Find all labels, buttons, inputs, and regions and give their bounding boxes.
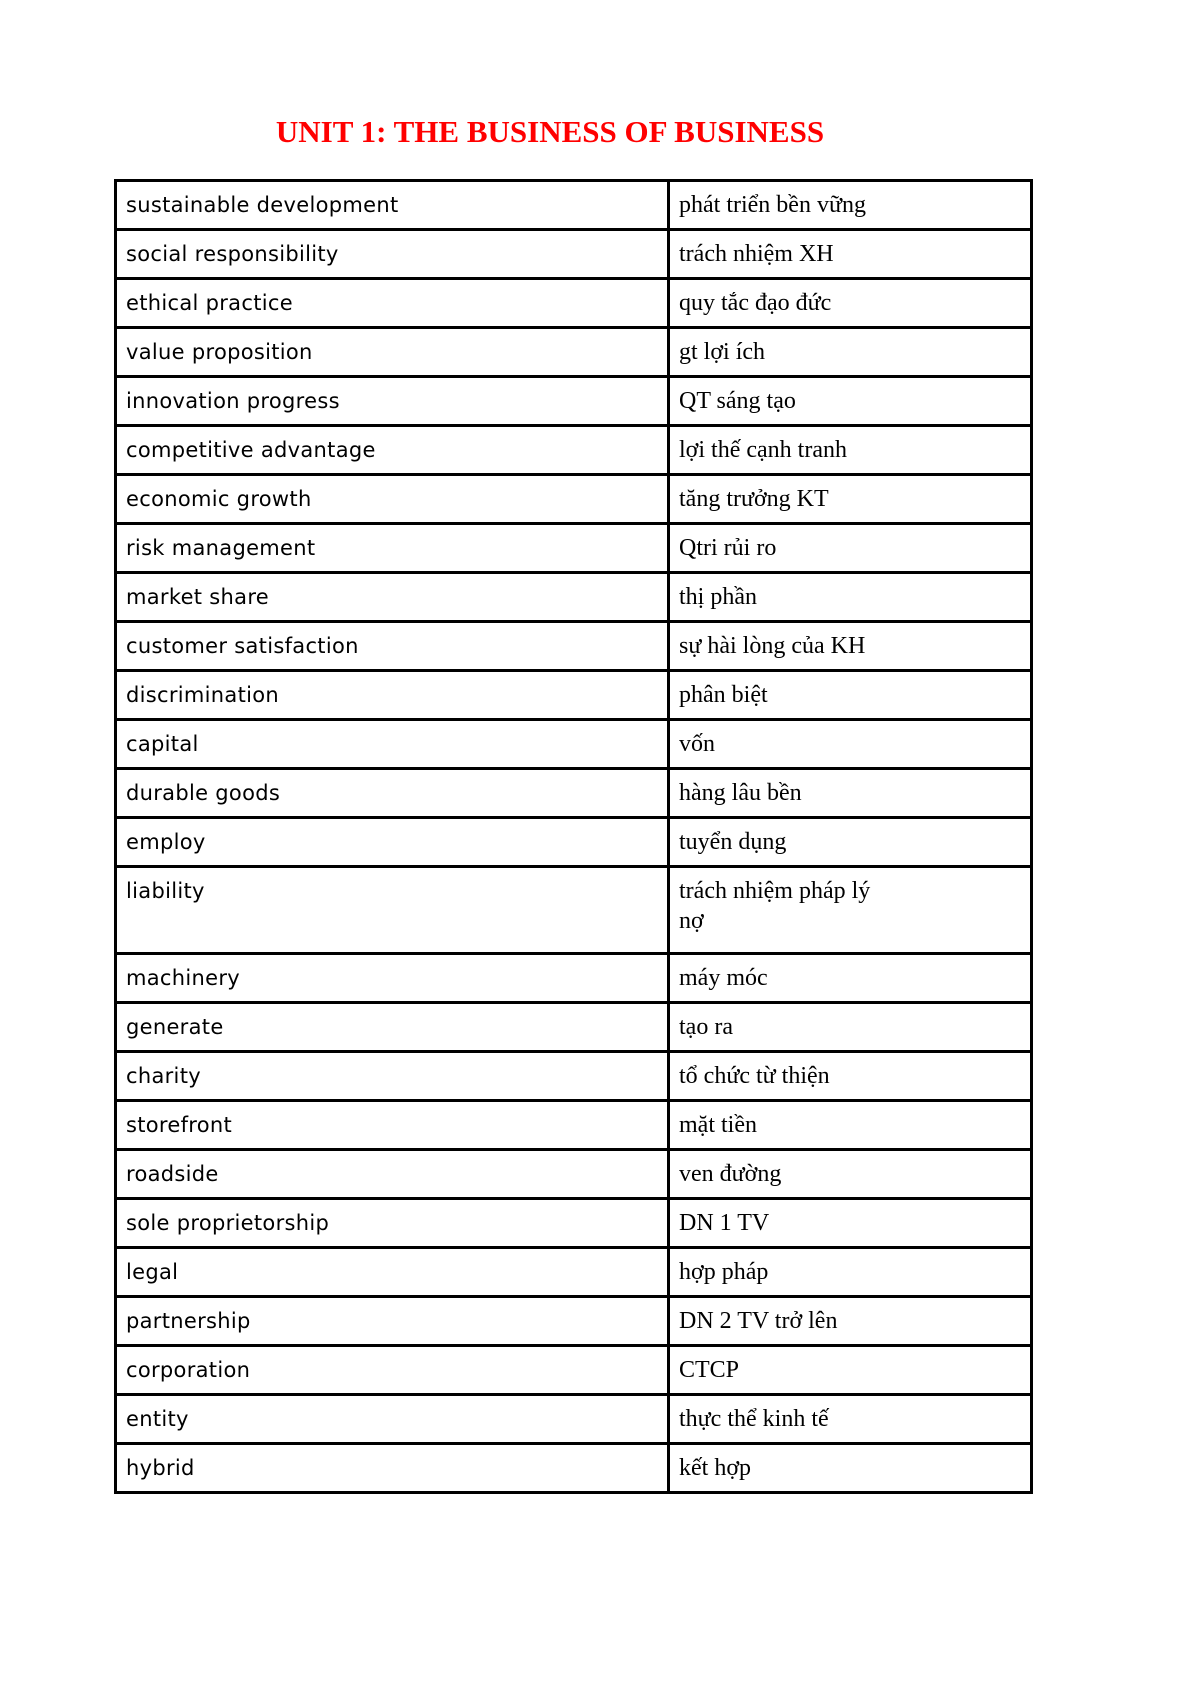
- table-row: [116, 181, 1032, 230]
- vocabulary-table-body: [116, 181, 1032, 1493]
- table-row: [116, 426, 1032, 475]
- meaning-text: DN 2 TV trở lên: [679, 1308, 838, 1334]
- meaning-text: kết hợp: [679, 1455, 752, 1481]
- table-row: [116, 1248, 1032, 1297]
- table-row: [116, 1199, 1032, 1248]
- table-row: [116, 954, 1032, 1003]
- term-cell: entity: [116, 1395, 669, 1444]
- meaning-text: sự hài lòng của KH: [679, 633, 866, 659]
- table-row: [116, 573, 1032, 622]
- table-row: [116, 1003, 1032, 1052]
- meaning-text: tạo ra: [679, 1014, 733, 1040]
- meaning-cell: [669, 279, 1032, 328]
- term-cell: customer satisfaction: [116, 622, 669, 671]
- term-cell: liability: [116, 867, 669, 954]
- meaning-cell: [669, 818, 1032, 867]
- meaning-cell: [669, 328, 1032, 377]
- term-cell: capital: [116, 720, 669, 769]
- meaning-text: quy tắc đạo đức: [679, 290, 832, 316]
- meaning-text: thị phần: [679, 584, 757, 610]
- meaning-text: CTCP: [679, 1357, 740, 1383]
- meaning-cell: [669, 1052, 1032, 1101]
- meaning-text: Qtri rủi ro: [679, 535, 777, 561]
- term-cell: charity: [116, 1052, 669, 1101]
- table-row: [116, 328, 1032, 377]
- meaning-text: thực thể kinh tế: [679, 1406, 829, 1432]
- meaning-text: ven đường: [679, 1161, 782, 1187]
- meaning-cell: [669, 230, 1032, 279]
- meaning-cell: [669, 1395, 1032, 1444]
- term-cell: sole proprietorship: [116, 1199, 669, 1248]
- term-cell: economic growth: [116, 475, 669, 524]
- meaning-text: vốn: [679, 731, 715, 757]
- table-row: [116, 1346, 1032, 1395]
- table-row: [116, 1052, 1032, 1101]
- meaning-cell: [669, 954, 1032, 1003]
- term-cell: roadside: [116, 1150, 669, 1199]
- term-cell: hybrid: [116, 1444, 669, 1493]
- meaning-cell: [669, 1003, 1032, 1052]
- meaning-cell: [669, 1101, 1032, 1150]
- meaning-cell: [669, 1248, 1032, 1297]
- meaning-cell: [669, 573, 1032, 622]
- table-row: [116, 279, 1032, 328]
- vocabulary-table: [114, 179, 1033, 1494]
- meaning-text: trách nhiệm XH: [679, 241, 834, 267]
- meaning-cell: [669, 1444, 1032, 1493]
- table-row: [116, 818, 1032, 867]
- term-cell: machinery: [116, 954, 669, 1003]
- meaning-cell: [669, 1346, 1032, 1395]
- term-cell: social responsibility: [116, 230, 669, 279]
- meaning-text: tuyển dụng: [679, 829, 787, 855]
- term-cell: employ: [116, 818, 669, 867]
- meaning-text: tổ chức từ thiện: [679, 1063, 830, 1089]
- meaning-cell: [669, 867, 1032, 954]
- term-cell: innovation progress: [116, 377, 669, 426]
- term-cell: legal: [116, 1248, 669, 1297]
- meaning-cell: [669, 1150, 1032, 1199]
- meaning-cell: [669, 377, 1032, 426]
- meaning-cell: [669, 769, 1032, 818]
- term-cell: market share: [116, 573, 669, 622]
- meaning-text: nợ: [679, 908, 704, 934]
- meaning-cell: [669, 181, 1032, 230]
- table-row: [116, 867, 1032, 954]
- meaning-cell: [669, 1199, 1032, 1248]
- table-row: [116, 1395, 1032, 1444]
- meaning-text: QT sáng tạo: [679, 388, 796, 414]
- meaning-text: hàng lâu bền: [679, 780, 802, 806]
- meaning-cell: [669, 524, 1032, 573]
- meaning-cell: [669, 475, 1032, 524]
- table-row: [116, 377, 1032, 426]
- table-row: [116, 671, 1032, 720]
- table-row: [116, 230, 1032, 279]
- term-cell: generate: [116, 1003, 669, 1052]
- table-row: [116, 524, 1032, 573]
- table-row: [116, 1444, 1032, 1493]
- meaning-text: mặt tiền: [679, 1112, 757, 1138]
- term-cell: value proposition: [116, 328, 669, 377]
- term-cell: competitive advantage: [116, 426, 669, 475]
- meaning-text: trách nhiệm pháp lý: [679, 878, 871, 904]
- meaning-text: DN 1 TV: [679, 1210, 770, 1236]
- page-title: UNIT 1: THE BUSINESS OF BUSINESS: [275, 114, 825, 149]
- meaning-cell: [669, 1297, 1032, 1346]
- term-cell: sustainable development: [116, 181, 669, 230]
- term-cell: discrimination: [116, 671, 669, 720]
- term-cell: corporation: [116, 1346, 669, 1395]
- table-row: [116, 475, 1032, 524]
- term-cell: ethical practice: [116, 279, 669, 328]
- term-cell: partnership: [116, 1297, 669, 1346]
- meaning-text: gt lợi ích: [679, 339, 766, 365]
- meaning-text: máy móc: [679, 965, 768, 991]
- meaning-text: phát triển bền vững: [679, 192, 866, 218]
- meaning-text: phân biệt: [679, 682, 768, 708]
- term-cell: storefront: [116, 1101, 669, 1150]
- meaning-text: hợp pháp: [679, 1259, 769, 1285]
- meaning-cell: [669, 671, 1032, 720]
- table-row: [116, 622, 1032, 671]
- table-row: [116, 720, 1032, 769]
- table-row: [116, 1150, 1032, 1199]
- meaning-cell: [669, 622, 1032, 671]
- term-cell: risk management: [116, 524, 669, 573]
- meaning-cell: [669, 426, 1032, 475]
- table-row: [116, 769, 1032, 818]
- term-cell: durable goods: [116, 769, 669, 818]
- table-row: [116, 1101, 1032, 1150]
- meaning-text: lợi thế cạnh tranh: [679, 437, 847, 463]
- table-row: [116, 1297, 1032, 1346]
- meaning-cell: [669, 720, 1032, 769]
- meaning-text: tăng trưởng KT: [679, 486, 829, 512]
